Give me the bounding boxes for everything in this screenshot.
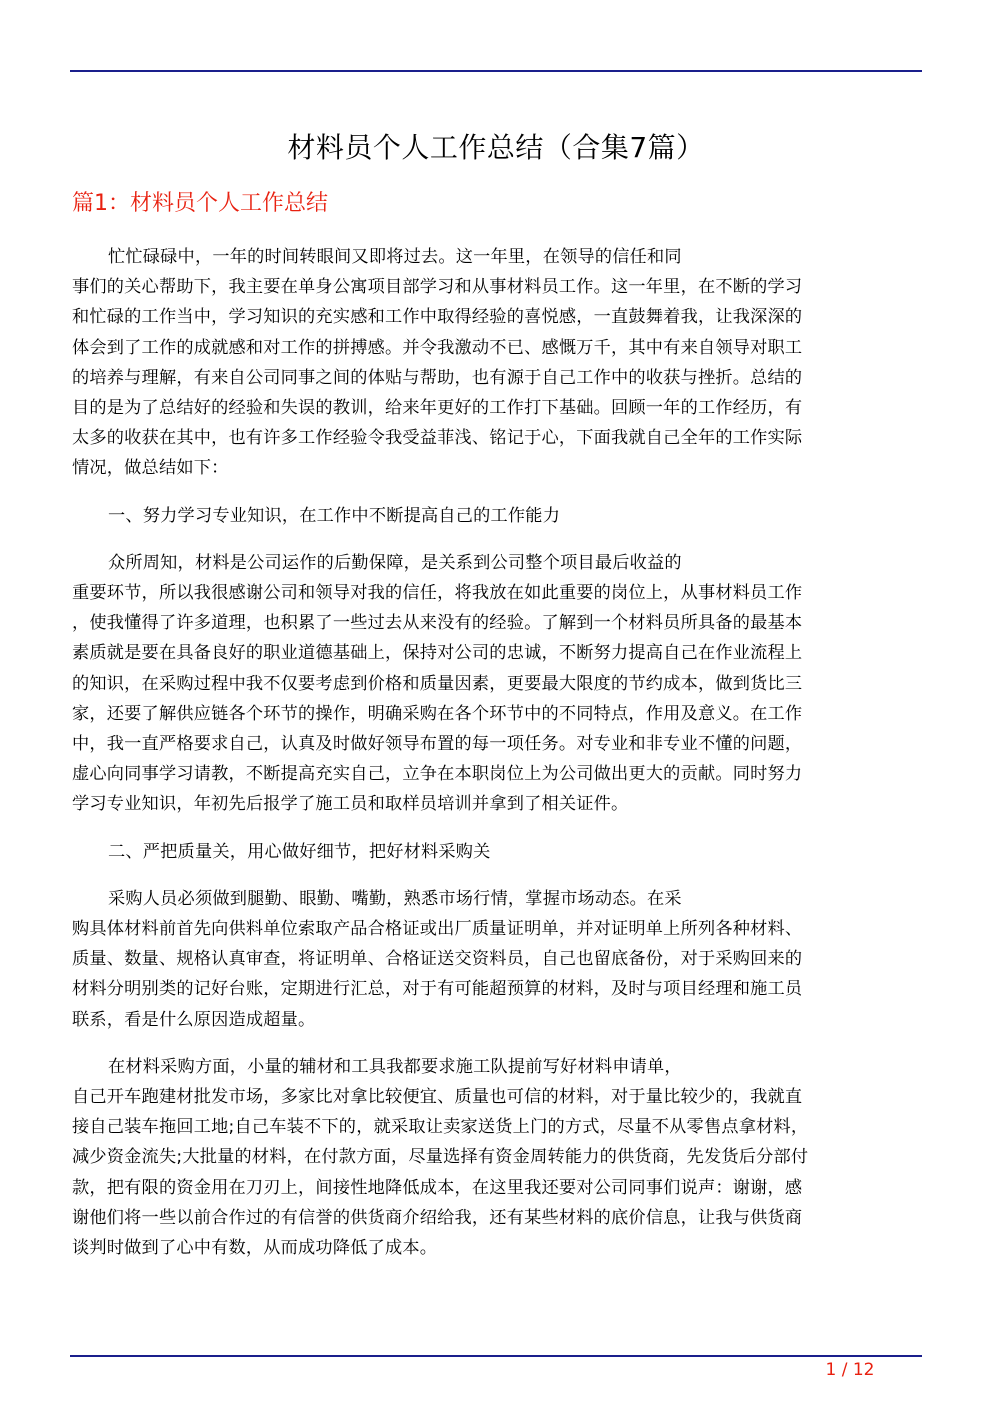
paragraph-line: 接自己装车拖回工地;自己车装不下的，就采取让卖家送货上门的方式，尽量不从零售点拿材料，	[72, 1117, 809, 1138]
paragraph-line: 在材料采购方面，小量的辅材和工具我都要求施工队提前写好材料申请单，	[108, 1056, 682, 1077]
footer-rule	[70, 1355, 922, 1357]
body-paragraph	[72, 1052, 914, 1263]
document-title: 材料员个人工作总结（合集7篇）	[287, 131, 705, 164]
paragraph-line: 情况，做总结如下：	[72, 458, 229, 479]
paragraph-line: 材料分明别类的记好台账，定期进行汇总，对于有可能超预算的材料，及时与项目经理和施工员	[72, 979, 803, 1000]
document-body	[72, 242, 914, 1280]
body-paragraph	[72, 548, 914, 820]
paragraph-line: 款，把有限的资金用在刀刃上，间接性地降低成本，在这里我还要对公司同事们说声：谢谢，感	[72, 1177, 803, 1198]
paragraph-line: ，使我懂得了许多道理，也积累了一些过去从来没有的经验。了解到一个材料员所具备的最基本	[72, 613, 803, 634]
paragraph-line: 减少资金流失;大批量的材料，在付款方面，尽量选择有资金周转能力的供货商，先发货后分部付	[72, 1147, 809, 1168]
page-number: 1 / 12	[825, 1360, 875, 1380]
paragraph-line: 购具体材料前首先向供料单位索取产品合格证或出厂质量证明单，并对证明单上所列各种材料、	[72, 919, 803, 940]
paragraph-line: 的培养与理解，有来自公司同事之间的体贴与帮助，也有源于自己工作中的收获与挫折。总结的	[72, 367, 803, 388]
paragraph-line: 体会到了工作的成就感和对工作的拼搏感。并令我激动不已、感慨万千，其中有来自领导对职工	[72, 337, 803, 358]
paragraph-line: 联系，看是什么原因造成超量。	[72, 1009, 316, 1030]
paragraph-line: 采购人员必须做到腿勤、眼勤、嘴勤，熟悉市场行情，掌握市场动态。在采	[108, 888, 682, 909]
paragraph-line: 的知识，在采购过程中我不仅要考虑到价格和质量因素，更要最大限度的节约成本，做到货比三	[72, 673, 803, 694]
section-heading: 篇1：材料员个人工作总结	[72, 191, 328, 216]
paragraph-line: 自己开车跑建材批发市场，多家比对拿比较便宜、质量也可信的材料，对于量比较少的，我就直	[72, 1087, 803, 1108]
paragraph-line: 虚心向同事学习请教，不断提高充实自己，立争在本职岗位上为公司做出更大的贡献。同时努力	[72, 764, 803, 785]
paragraph-line: 太多的收获在其中，也有许多工作经验令我受益菲浅、铭记于心，下面我就自己全年的工作实际	[72, 428, 803, 449]
paragraph-line: 众所周知，材料是公司运作的后勤保障，是关系到公司整个项目最后收益的	[108, 552, 682, 573]
paragraph-line: 谈判时做到了心中有数，从而成功降低了成本。	[72, 1238, 438, 1259]
body-paragraph	[72, 242, 914, 484]
paragraph-line: 中，我一直严格要求自己，认真及时做好领导布置的每一项任务。对专业和非专业不懂的问题，	[72, 734, 803, 755]
paragraph-line: 忙忙碌碌中，一年的时间转眼间又即将过去。这一年里，在领导的信任和同	[108, 247, 682, 267]
paragraph-line: 事们的关心帮助下，我主要在单身公寓项目部学习和从事材料员工作。这一年里，在不断的学习	[72, 277, 803, 298]
paragraph-line: 家，还要了解供应链各个环节的操作，明确采购在各个环节中的不同特点，作用及意义。在工作	[72, 703, 803, 724]
body-paragraph	[72, 884, 914, 1035]
paragraph-line: 和忙碌的工作当中，学习知识的充实感和工作中取得经验的喜悦感，一直鼓舞着我，让我深深的	[72, 307, 803, 328]
paragraph-line: 目的是为了总结好的经验和失误的教训，给来年更好的工作打下基础。回顾一年的工作经历，有	[72, 398, 803, 419]
header-rule	[70, 70, 922, 72]
body-subheading: 二、严把质量关，用心做好细节，把好材料采购关	[108, 841, 491, 862]
paragraph-line: 质量、数量、规格认真审查，将证明单、合格证送交资料员，自己也留底备份，对于采购回来的	[72, 949, 803, 970]
paragraph-line: 学习专业知识，年初先后报学了施工员和取样员培训并拿到了相关证件。	[72, 794, 629, 815]
paragraph-line: 谢他们将一些以前合作过的有信誉的供货商介绍给我，还有某些材料的底价信息，让我与供货商	[72, 1207, 803, 1228]
paragraph-line: 素质就是要在具备良好的职业道德基础上，保持对公司的忠诚，不断努力提高自己在作业流程上	[72, 643, 803, 664]
paragraph-line: 重要环节，所以我很感谢公司和领导对我的信任，将我放在如此重要的岗位上，从事材料员工作	[72, 583, 803, 604]
body-subheading: 一、努力学习专业知识，在工作中不断提高自己的工作能力	[108, 505, 561, 526]
